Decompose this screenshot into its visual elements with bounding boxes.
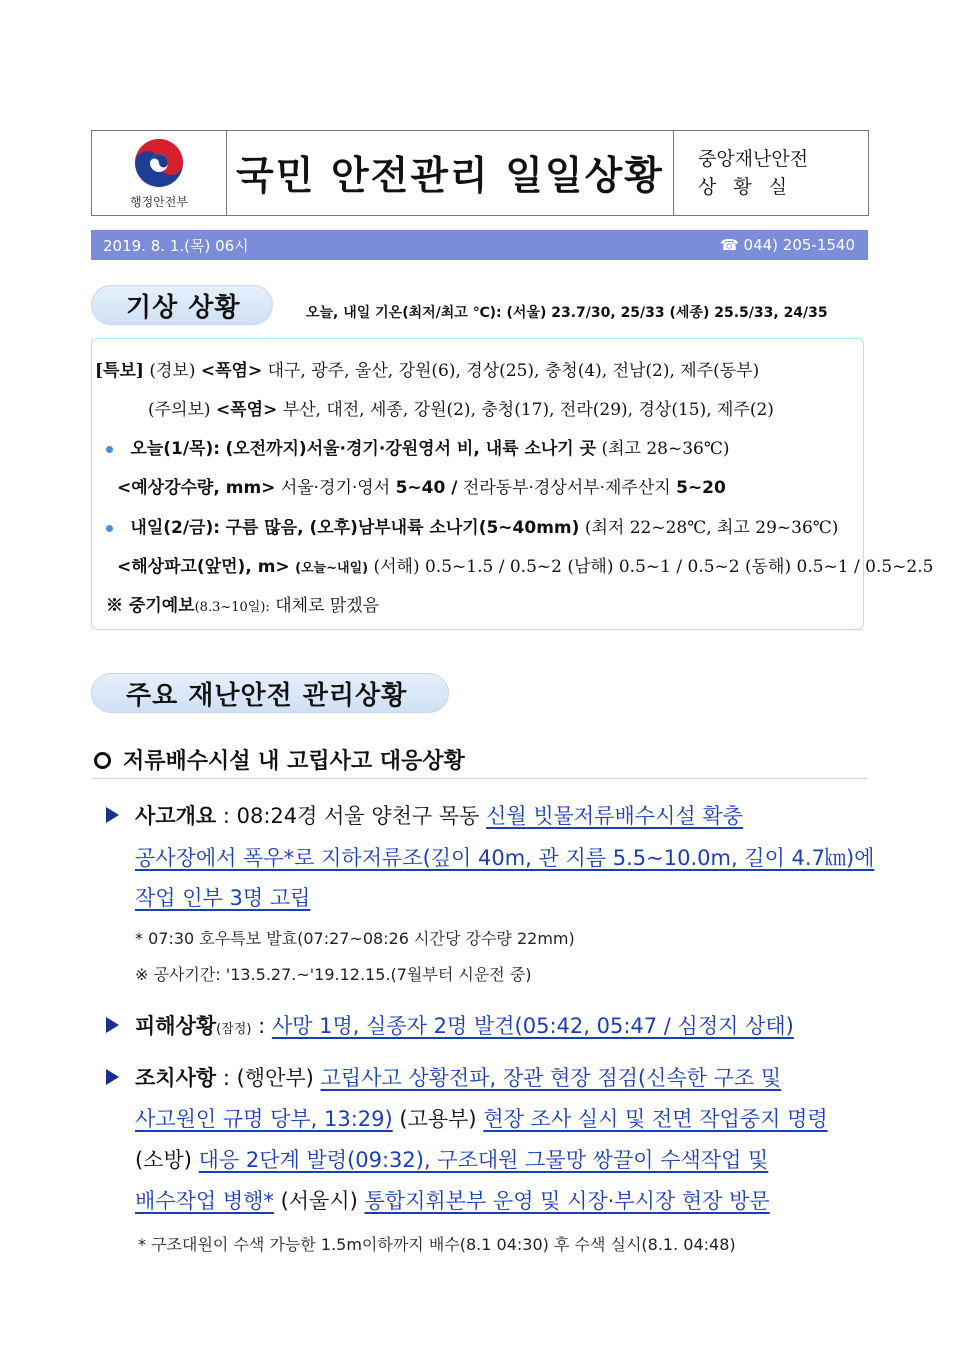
document-title: 국민 안전관리 일일상황 bbox=[227, 131, 674, 215]
overview-highlight-2: 공사장에서 폭우*로 지하저류조(깊이 40m, 관 지름 5.5~10.0m, 길이 4.7㎞)에 bbox=[135, 846, 875, 870]
damage-separator: : bbox=[251, 1014, 272, 1038]
ministry-name: 행정안전부 bbox=[130, 194, 188, 209]
advisory-regions: 부산, 대전, 세종, 강원(2), 충청(17), 전라(29), 경상(15), 제주(2) bbox=[282, 400, 774, 420]
drainage-note: * 구조대원이 수색 가능한 1.5m이하까지 배수(8.1 04:30) 후 수색 실시(8.1. 04:48) bbox=[138, 1235, 736, 1254]
incident-subtitle-text: 저류배수시설 내 고립사고 대응상황 bbox=[123, 749, 465, 774]
overview-line-3 bbox=[135, 882, 310, 912]
wave-period: (오늘~내일) bbox=[295, 561, 369, 576]
tomorrow-forecast-line bbox=[106, 513, 838, 538]
warning-line bbox=[95, 356, 759, 381]
damage-highlight: 사망 1명, 실종자 2명 발견(05:42, 05:47 / 심정지 상태) bbox=[271, 1014, 794, 1038]
action-line-1 bbox=[106, 1062, 781, 1092]
tomorrow-label: 내일(2/금): bbox=[130, 518, 221, 538]
overview-highlight-1: 신월 빗물저류배수시설 확충 bbox=[486, 804, 743, 828]
circle-bullet-icon bbox=[94, 752, 111, 769]
action-highlight-4: 통합지휘본부 운영 및 시장·부시장 현장 방문 bbox=[364, 1189, 770, 1213]
action-separator: : bbox=[216, 1066, 237, 1090]
mid-term-label: ※ 중기예보 bbox=[106, 596, 195, 616]
tomorrow-description: 구름 많음, (오후)남부내륙 소나기(5~40mm) bbox=[225, 518, 580, 538]
rain-region-1: 서울·경기·영서 bbox=[280, 478, 391, 498]
action-label: 조치사항 bbox=[135, 1066, 217, 1090]
wave-label: <해상파고(앞먼), m> bbox=[117, 557, 290, 577]
overview-label: 사고개요 bbox=[135, 804, 217, 828]
warning-regions: 대구, 광주, 울산, 강원(6), 경상(25), 충청(4), 전남(2), 제주(동부) bbox=[267, 361, 760, 381]
damage-label: 피해상황 bbox=[135, 1014, 217, 1038]
bullet-icon bbox=[106, 446, 113, 453]
date-bar bbox=[91, 230, 868, 260]
advisory-type: (주의보) bbox=[148, 400, 211, 420]
contact-phone: ☎ 044) 205-1540 bbox=[720, 236, 855, 254]
mid-term-description: 대체로 맑겠음 bbox=[275, 596, 380, 616]
warning-type: (경보) bbox=[149, 361, 196, 381]
taegeuk-logo-icon bbox=[133, 137, 185, 189]
disaster-section-title: 주요 재난안전 관리상황 bbox=[91, 673, 449, 713]
action-org-moel: (고용부) bbox=[392, 1107, 484, 1131]
action-highlight-3a: 대응 2단계 발령(09:32), 구조대원 그물망 쌍끌이 수색작업 및 bbox=[198, 1148, 769, 1172]
action-line-4 bbox=[135, 1185, 770, 1215]
triangle-bullet-icon bbox=[106, 1017, 119, 1033]
heavy-rain-note: * 07:30 호우특보 발효(07:27~08:26 시간당 강수량 22mm) bbox=[135, 929, 575, 948]
overview-separator: : bbox=[216, 804, 237, 828]
department-line-2: 상황실 bbox=[698, 176, 805, 198]
today-temperature: (최고 28~36℃) bbox=[601, 439, 730, 459]
rain-value-2: 5~20 bbox=[676, 478, 726, 498]
today-label: 오늘(1/목): bbox=[130, 439, 221, 459]
advisory-hazard: <폭염> bbox=[215, 400, 278, 420]
action-line-3 bbox=[135, 1144, 768, 1174]
triangle-bullet-icon bbox=[106, 1069, 119, 1085]
overview-line-1 bbox=[106, 800, 743, 830]
overview-text: 08:24경 서울 양천구 목동 bbox=[236, 804, 487, 828]
mid-term-period: (8.3~10일): bbox=[194, 600, 270, 615]
action-org-fire: (소방) bbox=[135, 1148, 199, 1172]
incident-subtitle bbox=[94, 744, 465, 775]
damage-tag: (잠정) bbox=[216, 1022, 252, 1037]
overview-highlight-3: 작업 인부 3명 고립 bbox=[135, 886, 311, 910]
today-forecast-line bbox=[106, 434, 730, 459]
advisory-line bbox=[148, 395, 774, 420]
today-description: (오전까지)서울·경기·강원영서 비, 내륙 소나기 곳 bbox=[225, 439, 597, 459]
subtitle-divider bbox=[91, 778, 868, 779]
report-date: 2019. 8. 1.(목) 06시 bbox=[103, 236, 249, 255]
action-highlight-3b: 배수작업 병행* bbox=[135, 1189, 274, 1213]
department-line-1: 중앙재난안전 bbox=[698, 148, 809, 170]
ministry-logo-block bbox=[92, 131, 227, 215]
rain-label: <예상강수량, mm> bbox=[117, 478, 276, 498]
triangle-bullet-icon bbox=[106, 807, 119, 823]
action-highlight-2: 현장 조사 실시 및 전면 작업중지 명령 bbox=[483, 1107, 828, 1131]
action-highlight-1a: 고립사고 상황전파, 장관 현장 점검(신속한 구조 및 bbox=[320, 1066, 782, 1090]
special-report-label: [특보] bbox=[95, 361, 144, 381]
overview-line-2 bbox=[135, 842, 874, 872]
action-line-2 bbox=[135, 1103, 828, 1133]
department-name bbox=[674, 131, 868, 215]
wave-values: (서해) 0.5~1.5 / 0.5~2 (남해) 0.5~1 / 0.5~2 (동해) 0.5~1 / 0.5~2.5 bbox=[373, 557, 934, 577]
damage-line bbox=[106, 1010, 794, 1040]
wave-forecast-line bbox=[117, 552, 933, 577]
construction-period-note: ※ 공사기간: '13.5.27.~'19.12.15.(7월부터 시운전 중) bbox=[135, 965, 532, 984]
mid-term-forecast-line bbox=[106, 591, 379, 616]
tomorrow-temperature: (최저 22~28℃, 최고 29~36℃) bbox=[584, 518, 839, 538]
rain-forecast-line bbox=[117, 473, 726, 498]
action-highlight-1b: 사고원인 규명 당부, 13:29) bbox=[135, 1107, 393, 1131]
warning-hazard: <폭염> bbox=[200, 361, 263, 381]
rain-region-2: 전라동부·경상서부·제주산지 bbox=[462, 478, 671, 498]
document-header bbox=[91, 130, 869, 216]
rain-value-1: 5~40 / bbox=[395, 478, 458, 498]
weather-section-title: 기상 상황 bbox=[91, 285, 273, 325]
action-org-seoul: (서울시) bbox=[273, 1189, 365, 1213]
bullet-icon bbox=[106, 525, 113, 532]
action-org-mois: (행안부) bbox=[236, 1066, 321, 1090]
temperature-summary: 오늘, 내일 기온(최저/최고 ℃): (서울) 23.7/30, 25/33 (세종) 25.5/33, 24/35 bbox=[306, 305, 828, 321]
